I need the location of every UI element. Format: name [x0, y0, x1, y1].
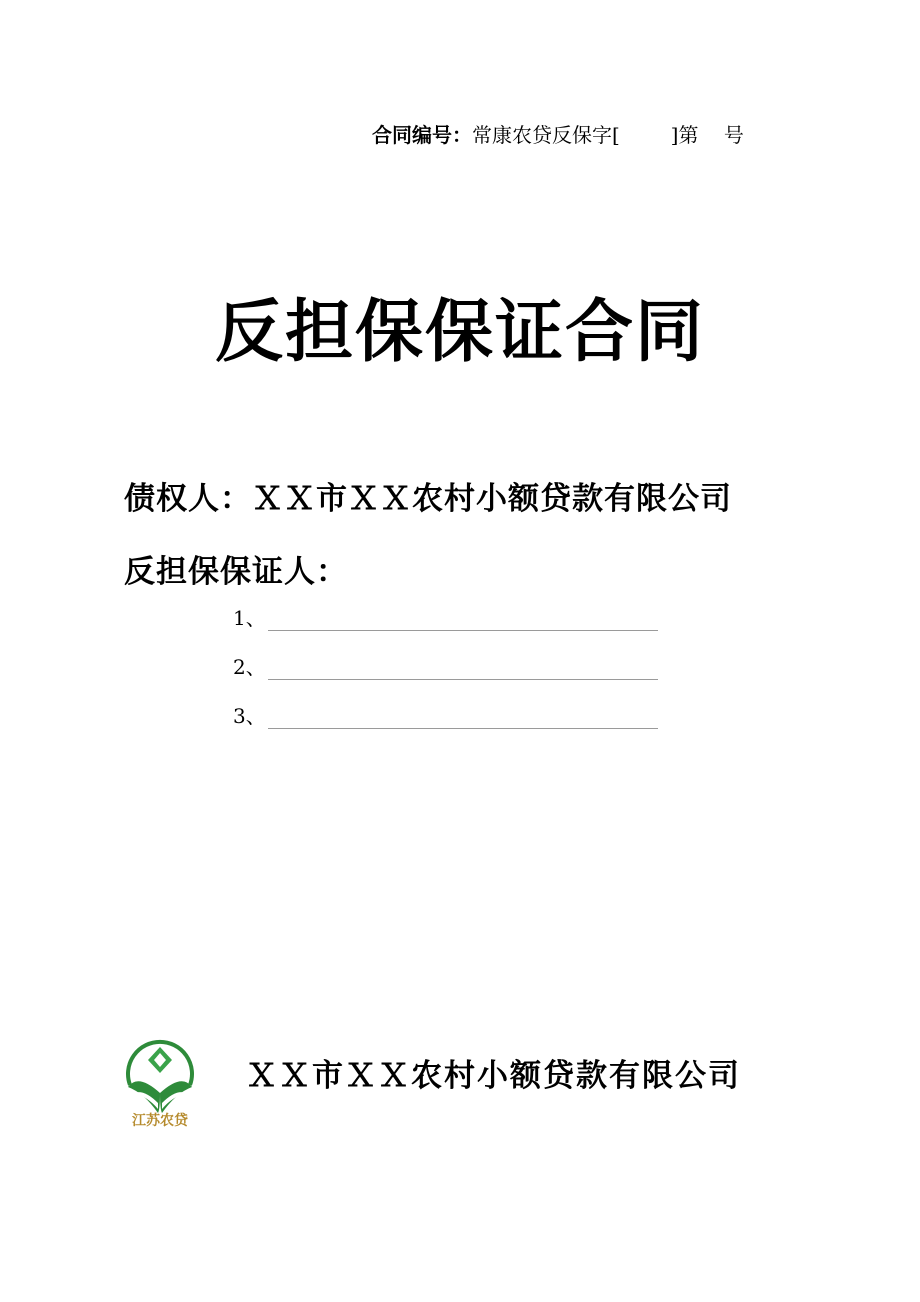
logo-text: 江苏农贷 — [132, 1113, 188, 1129]
guarantor-line-1[interactable] — [233, 605, 658, 631]
guarantor-number: 3、 — [233, 704, 266, 728]
guarantor-line-3[interactable] — [233, 703, 658, 729]
footer-company-name: ＸＸ市ＸＸ农村小额贷款有限公司 — [246, 1058, 741, 1094]
signature-blank[interactable] — [268, 616, 658, 631]
guarantor-heading: 反担保保证人： — [124, 554, 348, 590]
signature-blank[interactable] — [268, 665, 658, 680]
document-title: 反担保保证合同 — [214, 292, 705, 372]
creditor-line: 债权人：ＸＸ市ＸＸ农村小额贷款有限公司 — [124, 481, 732, 517]
contract-number — [372, 120, 744, 150]
guarantor-line-2[interactable] — [233, 654, 658, 680]
contract-number-value: 常康农贷反保字[ ]第 号 — [472, 123, 744, 147]
guarantor-number: 2、 — [233, 655, 266, 679]
guarantor-number: 1、 — [233, 606, 266, 630]
contract-number-label: 合同编号： — [372, 123, 472, 147]
signature-blank[interactable] — [268, 714, 658, 729]
